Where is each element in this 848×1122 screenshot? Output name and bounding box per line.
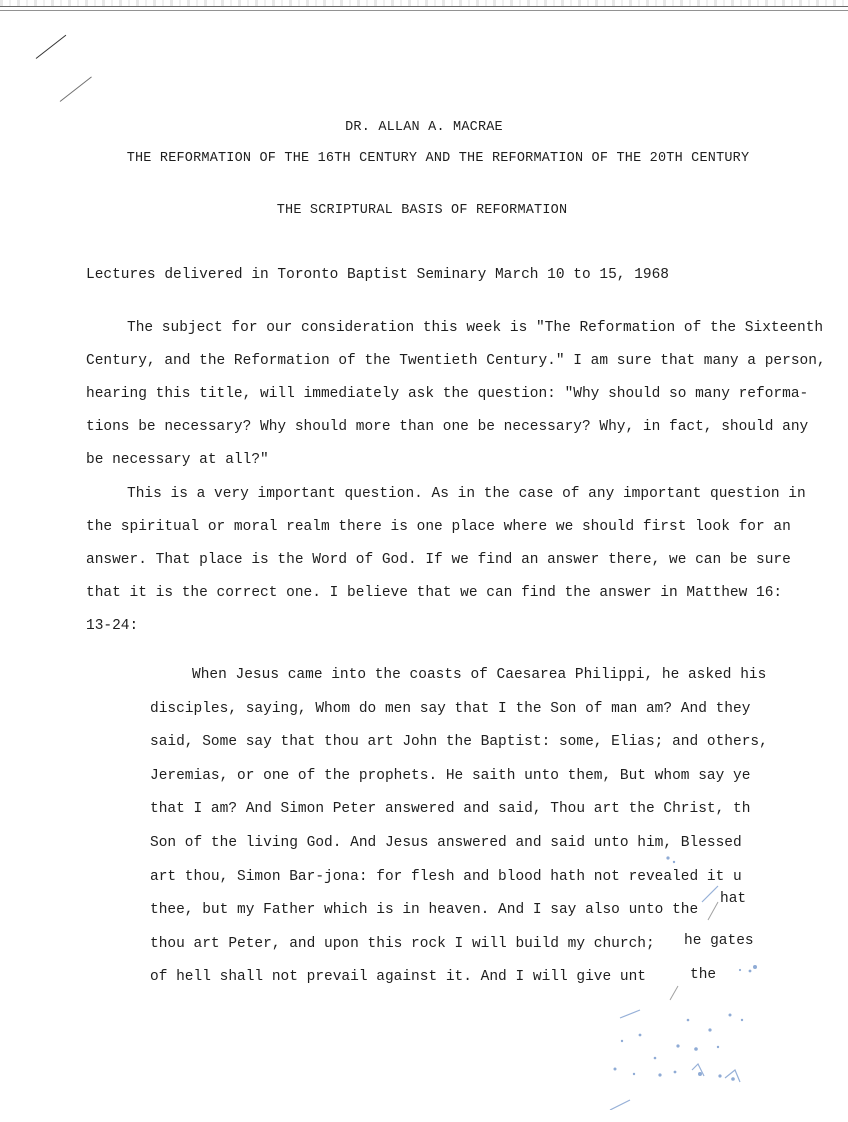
quote-line: Jeremias, or one of the prophets. He saith unto them, But whom say ye — [150, 767, 751, 784]
quote-line: of hell shall not prevail against it. And I will give unt — [150, 969, 646, 986]
paragraph-line: The subject for our consideration this week is "The Reformation of the Sixteenth — [127, 320, 824, 336]
quote-line: disciples, saying, Whom do men say that I the Son of man am? And they — [150, 700, 751, 717]
author-heading: DR. ALLAN A. MACRAE — [345, 120, 503, 135]
paragraph-line: hearing this title, will immediately ask the question: "Why should so many reforma- — [86, 386, 809, 402]
quote-line: thou art Peter, and upon this rock I will build my church; — [150, 935, 655, 952]
quote-fragment: hat — [720, 891, 747, 907]
lecture-title: THE REFORMATION OF THE 16TH CENTURY AND THE REFORMATION OF THE 20TH CENTURY — [126, 151, 750, 166]
scan-top-rule — [0, 6, 848, 11]
quote-line: that I am? And Simon Peter answered and said, Thou art the Christ, th — [150, 801, 751, 818]
quote-line: art thou, Simon Bar-jona: for flesh and blood hath not revealed it u — [150, 868, 742, 885]
paragraph-line: Century, and the Reformation of the Twentieth Century." I am sure that many a person, — [86, 353, 826, 369]
quote-fragment: he gates — [684, 933, 754, 949]
quote-line: Son of the living God. And Jesus answered and said unto him, Blessed — [150, 834, 742, 851]
quote-fragment: the — [690, 967, 717, 983]
paragraph-line: be necessary at all?" — [86, 452, 269, 468]
scripture-quote — [150, 659, 770, 995]
paragraph-line: the spiritual or moral realm there is one place where we should first look for an — [86, 519, 791, 535]
paragraph-1 — [86, 312, 826, 477]
quote-line: said, Some say that thou art John the Baptist: some, Elias; and others, — [150, 734, 768, 751]
lecture-subtitle: THE SCRIPTURAL BASIS OF REFORMATION — [276, 203, 568, 218]
paragraph-line: 13-24: — [86, 618, 139, 634]
intro-line: Lectures delivered in Toronto Baptist Seminary March 10 to 15, 1968 — [86, 267, 669, 283]
paragraph-2 — [86, 478, 806, 643]
quote-line: When Jesus came into the coasts of Caesarea Philippi, he asked his — [192, 667, 767, 683]
pen-mark — [60, 76, 92, 101]
paragraph-line: tions be necessary? Why should more than one be necessary? Why, in fact, should any — [86, 419, 809, 435]
quote-line: thee, but my Father which is in heaven. And I say also unto the — [150, 902, 699, 919]
paragraph-line: that it is the correct one. I believe that we can find the answer in Matthew 16: — [86, 585, 783, 601]
pen-mark — [36, 35, 67, 59]
paragraph-line: This is a very important question. As in the case of any important question in — [127, 486, 806, 502]
paragraph-line: answer. That place is the Word of God. If we find an answer there, we can be sure — [86, 552, 791, 568]
